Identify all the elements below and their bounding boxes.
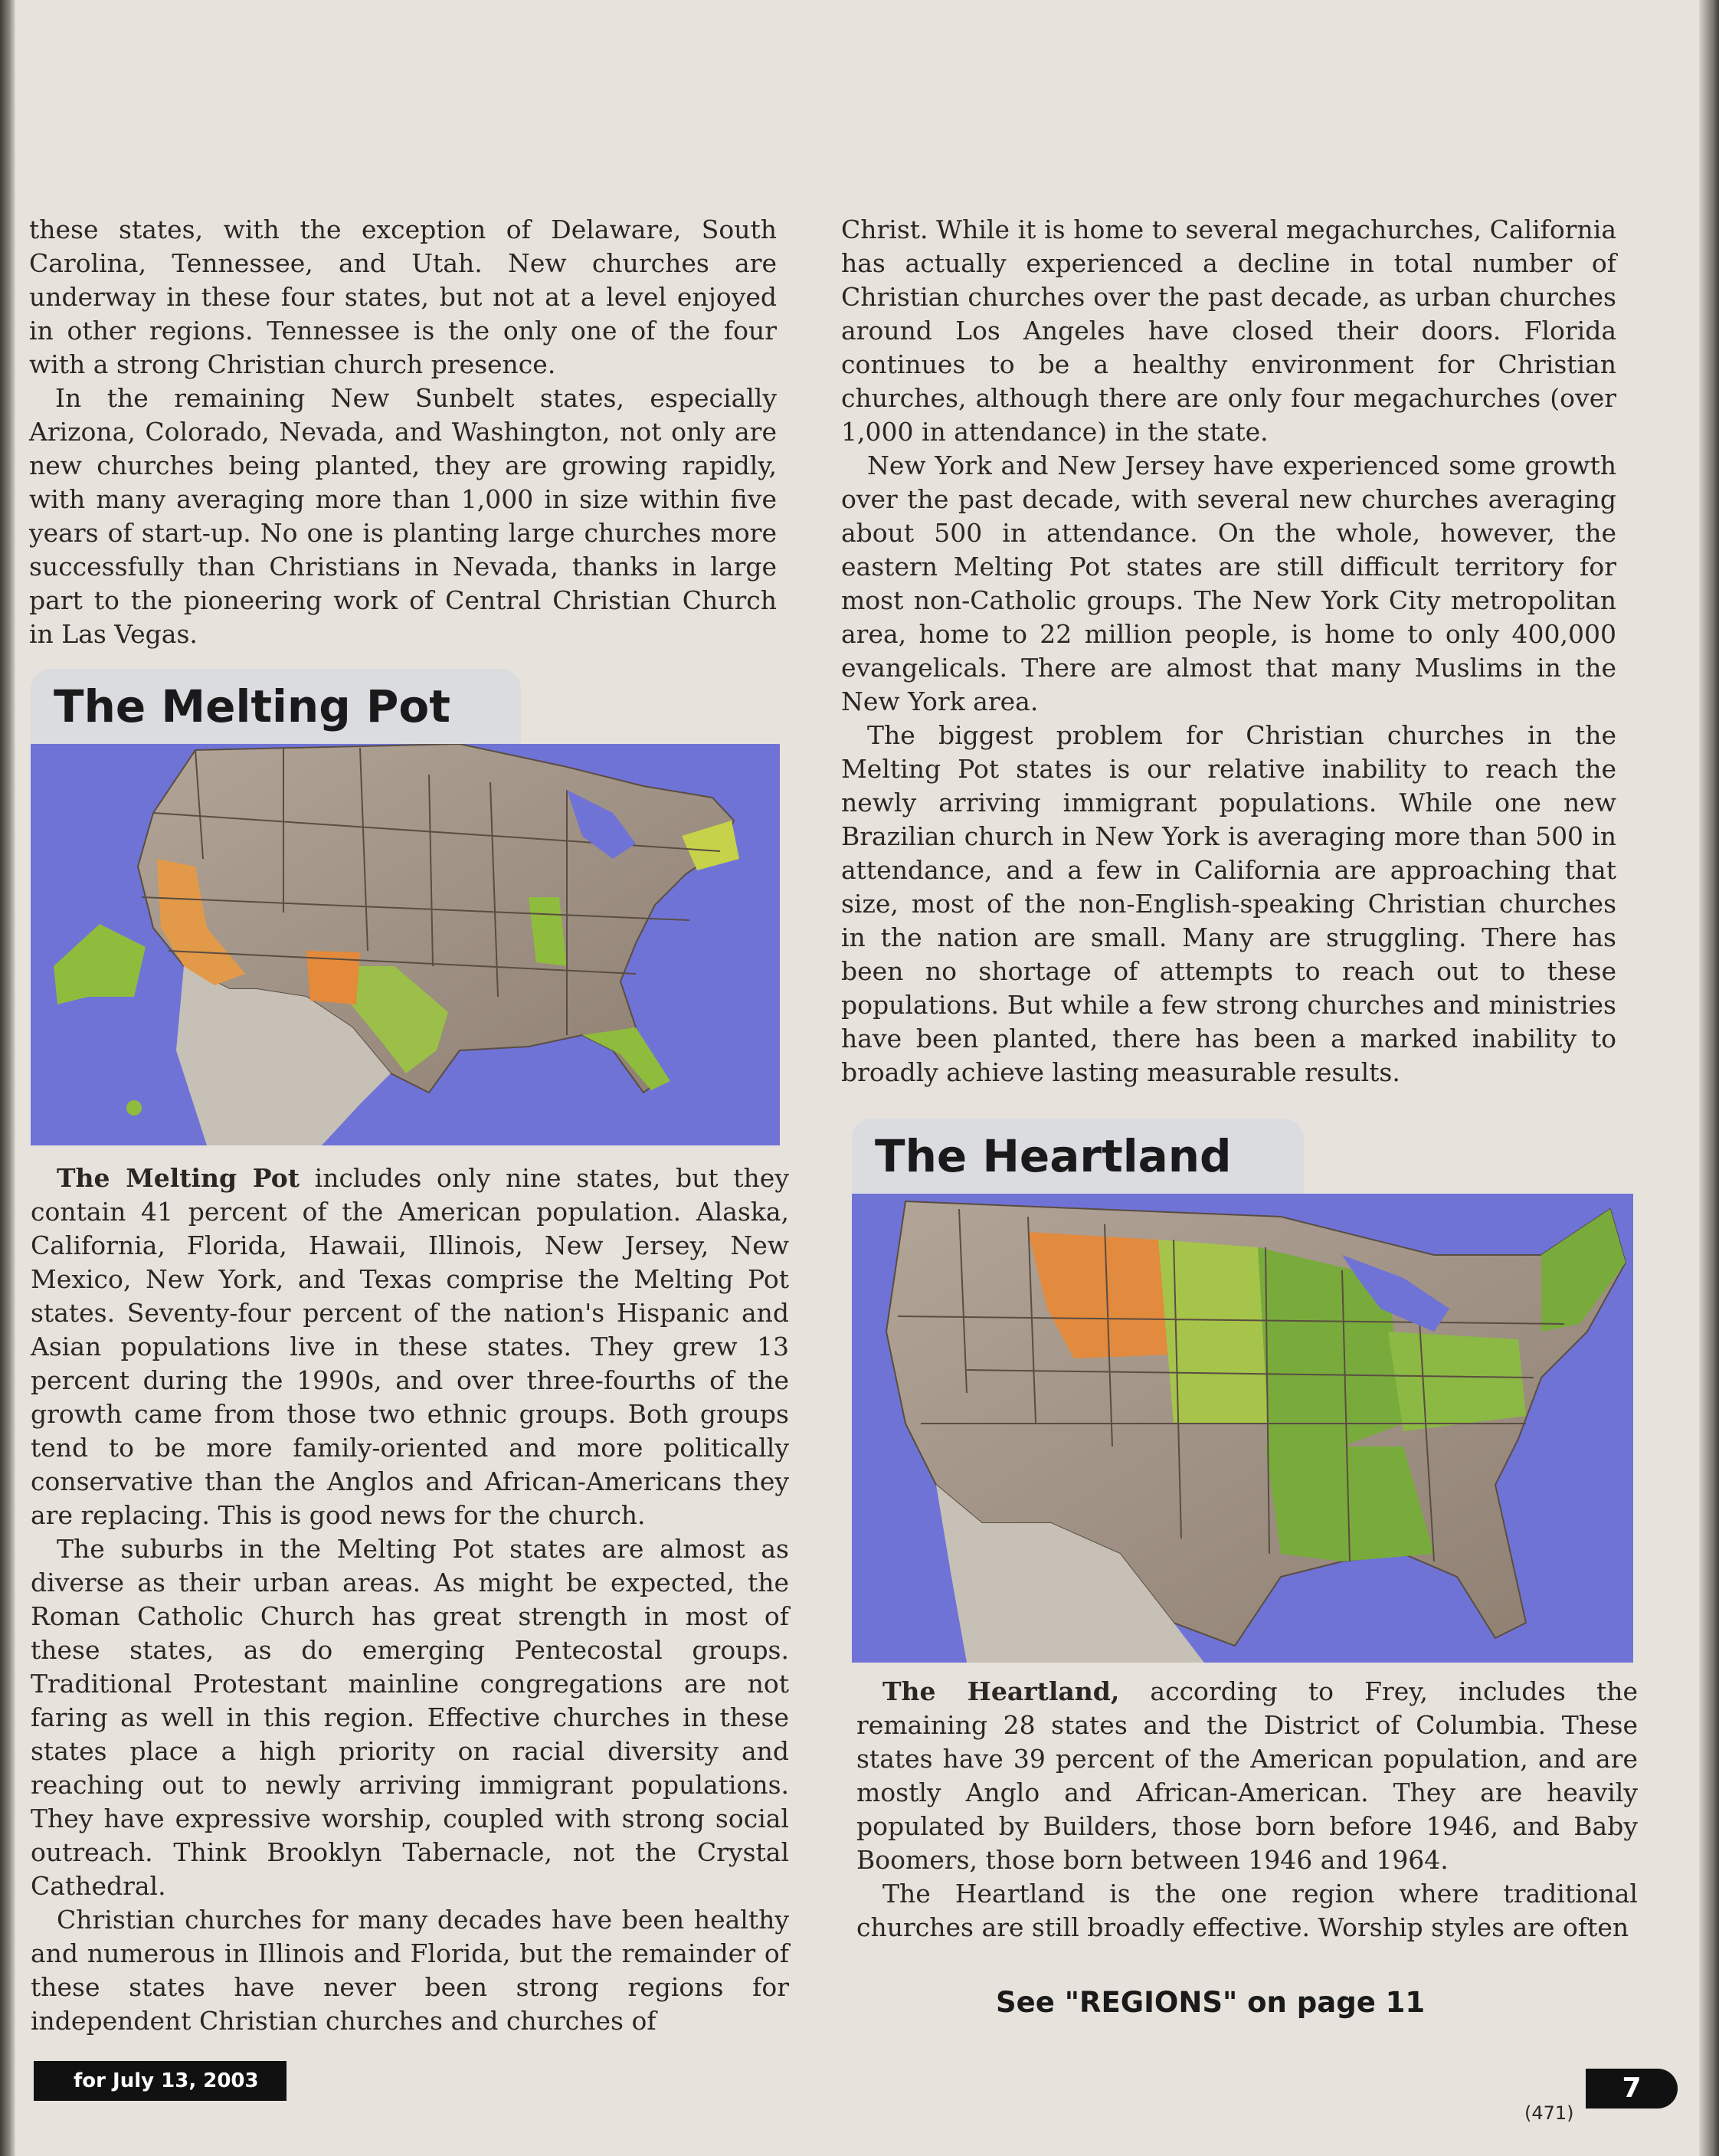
paragraph: these states, with the exception of Delaware, South Carolina, Tennessee, and Utah. New churches are underway in these four states, but not at a level enjoyed in other regions. Tennessee is the only one of the four with a strong Christian church presence. [29, 215, 777, 379]
hawaii-highlight [126, 1100, 142, 1116]
ohio-valley-highlight [1388, 1332, 1526, 1431]
paragraph: The biggest problem for Christian churches in the Melting Pot states is our relative inability to reach the newly arriving immigrant populations. While one new Brazilian church in New York is averaging more than 500 in attendance, and a few in California are approaching that size, most of the non-English-speaking Christian churches in the nation are small. Many are struggling. There has been no shortage of attempts to reach out to these populations. But while a few strong churches and ministries have been planted, there has been a marked inability to broadly achieve lasting measurable results. [841, 720, 1616, 1087]
right-column-top [841, 213, 1616, 1089]
lead-in: The Heartland, [882, 1676, 1120, 1706]
paragraph-text: includes only nine states, but they contain 41 percent of the American population. Alaska, California, Florida, Hawaii, Illinois, New Jersey, New Mexico, New York, and Texas comprise the Melting Pot states. Seventy-four percent of the nation's Hispanic and Asian populations live in these states. They grew 13 percent during the 1990s, and over three-fourths of the growth came from those two ethnic groups. Both groups tend to be more family-oriented and more politically conservative than the Anglos and African-Americans they are replacing. This is good news for the church. [31, 1163, 789, 1530]
paragraph [856, 1675, 1638, 1877]
paragraph-text: according to Frey, includes the remaining 28 states and the District of Columbia. These states have 39 percent of the American population, and are mostly Anglo and African-American. They are heavily populated by Builders, those born before 1946, and Baby Boomers, those born between 1946 and 1964. [856, 1676, 1638, 1875]
page-number: 7 [1586, 2069, 1678, 2108]
paragraph [31, 1162, 789, 1532]
paragraph: The Heartland is the one region where traditional churches are still broadly effective. Worship styles are often [856, 1879, 1638, 1942]
paragraph: Christian churches for many decades have been healthy and numerous in Illinois and Florida, but the remainder of these states have never been strong regions for independent Christian churches and churches of [31, 1905, 789, 2036]
paragraph: Christ. While it is home to several megachurches, California has actually experienced a decline in total number of Christian churches over the past decade, as urban churches around Los Angeles have closed their doors. Florida continues to be a healthy environment for Christian churches, although there are only four megachurches (over 1,000 in attendance) in the state. [841, 215, 1616, 447]
issue-number: (471) [1524, 2102, 1574, 2124]
melting-pot-heading: The Melting Pot [31, 669, 521, 744]
paragraph: The suburbs in the Melting Pot states are almost as diverse as their urban areas. As might be expected, the Roman Catholic Church has great strength in most of these states, as do emerging Pentecostal groups. Traditional Protestant mainline congregations are not faring as well in this region. Effective churches in these states place a high priority on racial diversity and reaching out to newly arriving immigrant populations. They have expressive worship, coupled with strong social outreach. Think Brooklyn Tabernacle, not the Crystal Cathedral. [31, 1534, 789, 1901]
paragraph: New York and New Jersey have experienced some growth over the past decade, with several new churches averaging about 500 in attendance. On the whole, however, the eastern Melting Pot states are still difficult territory for most non-Catholic groups. The New York City metropolitan area, home to 22 million people, is home to only 400,000 evangelicals. There are almost that many Muslims in the New York area. [841, 451, 1616, 716]
left-column-top [29, 213, 777, 651]
lead-in: The Melting Pot [57, 1163, 300, 1193]
continued-reference: See "REGIONS" on page 11 [996, 1986, 1426, 2019]
melting-pot-map [31, 744, 780, 1145]
heartland-heading: The Heartland [852, 1119, 1304, 1194]
binding-gutter [0, 0, 15, 2156]
right-column-bottom [856, 1675, 1638, 1945]
footer-date: for July 13, 2003 [34, 2061, 286, 2101]
page-edge [1699, 0, 1719, 2156]
left-column-bottom [31, 1162, 789, 2038]
paragraph: In the remaining New Sunbelt states, especially Arizona, Colorado, Nevada, and Washington, not only are new churches being planted, they are growing rapidly, with many averaging more than 1,000 in size within five years of start-up. No one is planting large churches more successfully than Christians in Nevada, thanks in large part to the pioneering work of Central Christian Church in Las Vegas. [29, 383, 777, 649]
heartland-map [852, 1194, 1633, 1663]
